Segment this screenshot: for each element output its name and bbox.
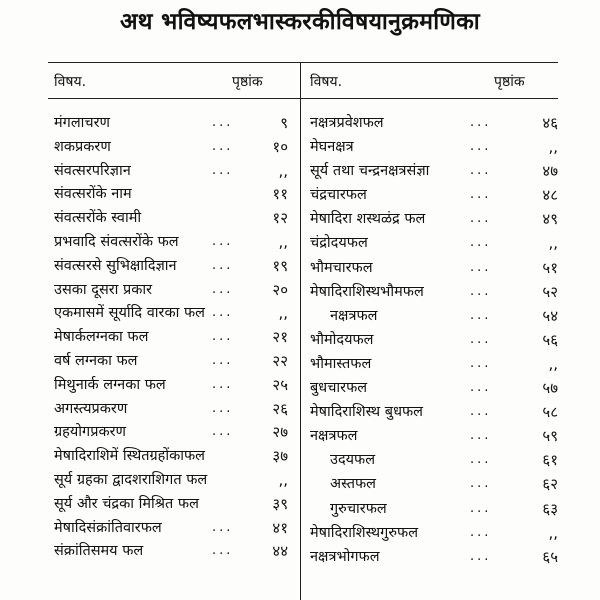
entry-page-number: २७ bbox=[272, 423, 288, 442]
entry-leader-dots: ... bbox=[470, 163, 492, 179]
entry-leader-dots: ... bbox=[212, 352, 234, 368]
entry-leader-dots: ... bbox=[470, 331, 492, 347]
index-entry bbox=[302, 161, 600, 185]
index-entry bbox=[0, 494, 300, 518]
entry-page-number: ५८ bbox=[542, 403, 558, 422]
entry-leader-dots: ... bbox=[470, 115, 492, 130]
entry-page-number: ५१ bbox=[542, 258, 558, 277]
entry-leader-dots: ... bbox=[470, 548, 492, 564]
entry-page-number: ४८ bbox=[542, 186, 558, 205]
left-index-column bbox=[0, 113, 300, 565]
index-entry bbox=[0, 208, 300, 232]
entry-page-number: १० bbox=[272, 137, 288, 156]
entry-topic: एकमासमें सूर्यादि वारका फल bbox=[54, 305, 205, 322]
index-entry bbox=[0, 280, 300, 304]
entry-page-number: ५२ bbox=[542, 282, 558, 301]
entry-page-number: ४९ bbox=[542, 210, 558, 229]
entry-leader-dots: ... bbox=[212, 138, 234, 154]
index-entry bbox=[0, 470, 300, 494]
entry-leader-dots: ... bbox=[470, 235, 492, 251]
entry-page-number: ६३ bbox=[542, 499, 558, 518]
index-entry bbox=[0, 327, 300, 351]
index-entry bbox=[0, 303, 300, 327]
page-title: अथ भविष्यफलभास्करकीविषयानुक्रमणिका bbox=[119, 9, 481, 35]
index-entry bbox=[0, 232, 300, 256]
index-entry bbox=[0, 161, 300, 185]
index-entry bbox=[302, 378, 600, 402]
header-top-rule bbox=[48, 62, 558, 63]
entry-leader-dots: ... bbox=[470, 307, 492, 323]
index-entry bbox=[302, 282, 600, 306]
entry-page-number: ४१ bbox=[272, 518, 288, 537]
entry-leader-dots: ... bbox=[212, 162, 234, 178]
entry-leader-dots: ... bbox=[470, 500, 492, 516]
entry-leader-dots: ... bbox=[212, 329, 234, 345]
entry-topic: संवत्सरोंके नाम bbox=[54, 186, 132, 203]
entry-topic: मेषादिराशिमें स्थितग्रहोंकाफल bbox=[54, 448, 206, 465]
entry-page-number: ९ bbox=[280, 114, 288, 132]
entry-page-number: ,, bbox=[548, 354, 558, 373]
entry-topic: संवत्सरपरिज्ञान bbox=[54, 162, 131, 179]
entry-leader-dots: ... bbox=[212, 400, 234, 416]
entry-page-number: ११ bbox=[272, 185, 288, 204]
entry-leader-dots: ... bbox=[470, 187, 492, 203]
index-entry bbox=[0, 541, 300, 565]
entry-topic: सूर्य ग्रहका द्वादशराशिगत फल bbox=[54, 471, 208, 488]
entry-topic: नक्षत्रफल bbox=[330, 307, 378, 324]
index-entry bbox=[0, 184, 300, 208]
entry-page-number: ५४ bbox=[542, 306, 558, 325]
index-entry bbox=[302, 450, 600, 474]
index-entry bbox=[302, 330, 600, 354]
entry-page-number: २६ bbox=[272, 399, 288, 418]
entry-page-number: ५६ bbox=[542, 330, 558, 349]
entry-topic: बुधचारफल bbox=[310, 380, 368, 397]
entry-topic: भौमचारफल bbox=[310, 259, 373, 276]
entry-topic: उदयफल bbox=[330, 452, 376, 469]
entry-leader-dots: ... bbox=[470, 259, 492, 275]
entry-topic: संवत्सरोंके स्वामी bbox=[54, 210, 142, 227]
entry-leader-dots: ... bbox=[470, 283, 492, 299]
entry-topic: मेषादिरा शस्थळंद्र फल bbox=[310, 211, 426, 228]
entry-page-number: ५९ bbox=[542, 427, 558, 446]
entry-topic: उसका दूसरा प्रकार bbox=[54, 281, 153, 298]
index-entry bbox=[302, 258, 600, 282]
entry-topic: अगस्त्यप्रकरण bbox=[54, 400, 128, 417]
index-entry bbox=[0, 422, 300, 446]
index-entry bbox=[302, 499, 600, 523]
entry-leader-dots: ... bbox=[212, 376, 234, 392]
index-entry bbox=[302, 233, 600, 257]
entry-topic: संक्रांतिसमय फल bbox=[54, 543, 144, 560]
entry-page-number: ३९ bbox=[272, 494, 288, 513]
index-entry bbox=[302, 402, 600, 426]
index-entry bbox=[0, 446, 300, 470]
entry-page-number: ३७ bbox=[272, 447, 288, 466]
entry-topic: वर्ष लग्नका फल bbox=[54, 352, 138, 369]
entry-topic: सूर्य और चंद्रका मिश्रित फल bbox=[54, 495, 199, 512]
entry-topic: गुरुचारफल bbox=[330, 500, 387, 517]
column-divider bbox=[300, 62, 301, 600]
index-entry bbox=[302, 185, 600, 209]
right-page-header: पृष्ठांक bbox=[494, 74, 525, 90]
entry-leader-dots: ... bbox=[212, 543, 234, 559]
entry-page-number: ६५ bbox=[542, 547, 558, 566]
index-entry bbox=[0, 113, 300, 137]
index-entry bbox=[302, 306, 600, 330]
entry-page-number: ,, bbox=[278, 304, 288, 323]
index-entry bbox=[302, 523, 600, 547]
entry-page-number: ६१ bbox=[542, 451, 558, 470]
entry-page-number: ,, bbox=[548, 523, 558, 542]
entry-topic: मंगलाचरण bbox=[54, 115, 111, 131]
entry-page-number: ४४ bbox=[272, 542, 288, 561]
entry-leader-dots: ... bbox=[212, 424, 234, 440]
index-entry bbox=[0, 518, 300, 542]
entry-topic: मेषादिराशिस्थभौमफल bbox=[310, 283, 424, 300]
entry-page-number: ,, bbox=[278, 161, 288, 180]
entry-topic: मेषादिराशिस्थ बुधफल bbox=[310, 404, 423, 421]
index-entry bbox=[302, 137, 600, 161]
entry-leader-dots: ... bbox=[212, 115, 234, 130]
entry-leader-dots: ... bbox=[212, 305, 234, 321]
entry-topic: नक्षत्रप्रवेशफल bbox=[310, 115, 384, 131]
index-entry bbox=[0, 375, 300, 399]
entry-page-number: ४६ bbox=[542, 114, 558, 132]
entry-topic: शकप्रकरण bbox=[54, 138, 111, 155]
right-subject-header: विषय. bbox=[310, 74, 343, 90]
index-entry bbox=[302, 354, 600, 378]
entry-leader-dots: ... bbox=[470, 524, 492, 540]
entry-page-number: २५ bbox=[272, 375, 288, 394]
entry-page-number: २१ bbox=[272, 328, 288, 347]
right-index-column bbox=[302, 113, 600, 571]
entry-page-number: ,, bbox=[278, 470, 288, 489]
index-entry bbox=[0, 351, 300, 375]
entry-topic: मेषार्कलग्नका फल bbox=[54, 329, 149, 346]
index-entry bbox=[302, 426, 600, 450]
index-entry bbox=[302, 547, 600, 571]
entry-page-number: ,, bbox=[548, 234, 558, 253]
entry-leader-dots: ... bbox=[470, 139, 492, 155]
header-bottom-rule bbox=[48, 98, 558, 99]
entry-page-number: ,, bbox=[278, 232, 288, 251]
entry-topic: संवत्सरसे सुभिक्षादिज्ञान bbox=[54, 257, 177, 274]
entry-leader-dots: ... bbox=[470, 355, 492, 371]
entry-topic: भौमोदयफल bbox=[310, 331, 374, 348]
entry-page-number: ६२ bbox=[542, 475, 558, 494]
entry-topic: नक्षत्रफल bbox=[310, 428, 358, 445]
entry-topic: ग्रहयोगप्रकरण bbox=[54, 424, 127, 441]
entry-leader-dots: ... bbox=[212, 233, 234, 249]
entry-page-number: २२ bbox=[272, 351, 288, 370]
entry-page-number: ५७ bbox=[542, 379, 558, 398]
entry-leader-dots: ... bbox=[470, 380, 492, 396]
entry-page-number: २० bbox=[272, 280, 288, 299]
entry-topic: नक्षत्रभोगफल bbox=[310, 548, 380, 565]
entry-leader-dots: ... bbox=[470, 211, 492, 227]
index-entry bbox=[302, 113, 600, 137]
left-subject-header: विषय. bbox=[54, 74, 87, 90]
entry-leader-dots: ... bbox=[470, 428, 492, 444]
entry-page-number: ,, bbox=[548, 138, 558, 157]
entry-page-number: १९ bbox=[272, 256, 288, 275]
entry-leader-dots: ... bbox=[212, 519, 234, 535]
entry-leader-dots: ... bbox=[470, 404, 492, 420]
left-page-header: पृष्ठांक bbox=[232, 74, 263, 90]
entry-topic: सूर्य तथा चन्द्रनक्षत्रसंज्ञा bbox=[310, 163, 430, 180]
entry-topic: चंद्रचारफल bbox=[310, 187, 367, 204]
entry-leader-dots: ... bbox=[470, 476, 492, 492]
index-entry bbox=[0, 256, 300, 280]
index-entry bbox=[0, 137, 300, 161]
entry-topic: भौमास्तफल bbox=[310, 355, 372, 372]
index-entry bbox=[302, 474, 600, 498]
entry-topic: मेषादिसंक्रांतिवारफल bbox=[54, 519, 162, 536]
entry-topic: मिथुनार्क लग्नका फल bbox=[54, 376, 166, 393]
entry-topic: अस्तफल bbox=[330, 476, 376, 493]
entry-leader-dots: ... bbox=[212, 281, 234, 297]
entry-topic: मेघनक्षत्र bbox=[310, 139, 354, 156]
index-entry bbox=[0, 399, 300, 423]
index-entry bbox=[302, 209, 600, 233]
entry-topic: चंद्रोदयफल bbox=[310, 235, 368, 252]
entry-topic: मेषादिराशिस्थगुरुफल bbox=[310, 524, 419, 541]
entry-page-number: ४७ bbox=[542, 162, 558, 181]
entry-page-number: १२ bbox=[272, 209, 288, 228]
entry-leader-dots: ... bbox=[470, 452, 492, 468]
entry-topic: प्रभवादि संवत्सरोंके फल bbox=[54, 233, 179, 250]
entry-leader-dots: ... bbox=[212, 257, 234, 273]
